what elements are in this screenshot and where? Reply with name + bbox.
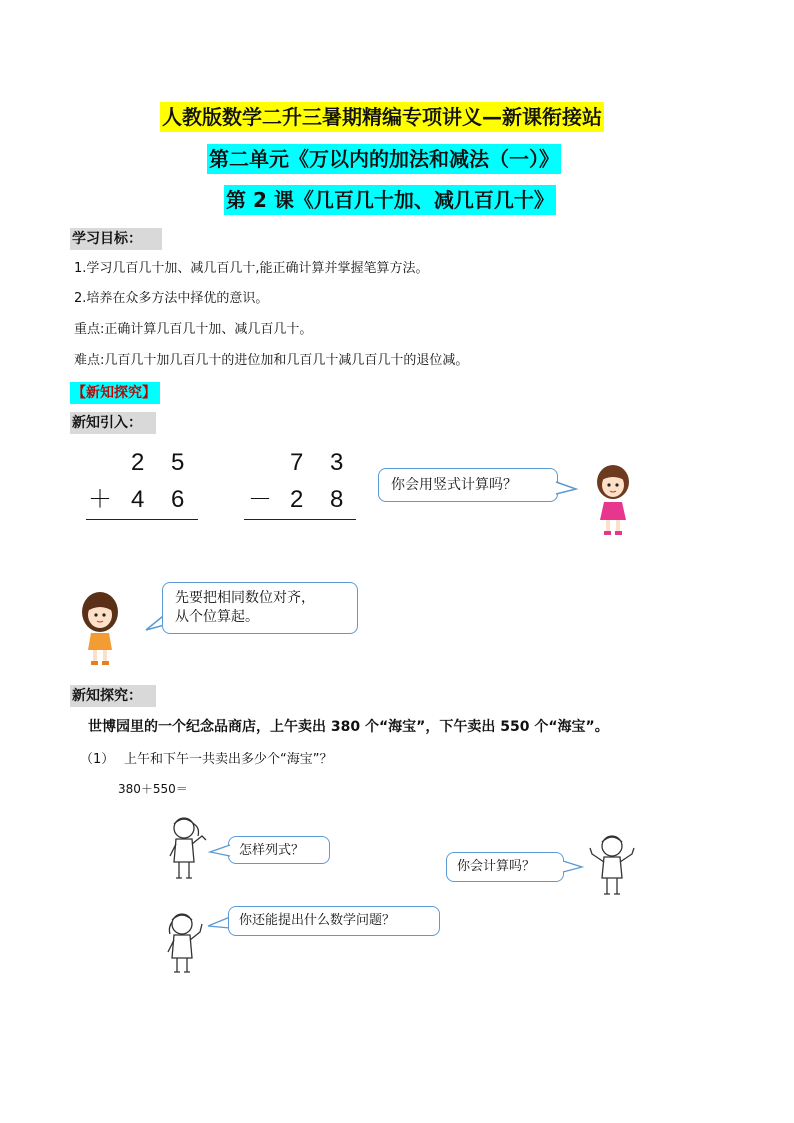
add-result-line <box>86 519 198 520</box>
add-top-tens: 2 <box>131 449 145 476</box>
page-title: 人教版数学二升三暑期精编专项讲义—新课衔接站 <box>160 102 604 132</box>
question-number: （1） <box>80 752 115 767</box>
sub-top-tens: 7 <box>290 449 304 476</box>
add-bottom-ones: 6 <box>171 486 185 513</box>
goal-item-1: 1.学习几百几十加、减几百几十,能正确计算并掌握笔算方法。 <box>74 261 429 276</box>
plus-sign: ＋ <box>88 486 112 513</box>
minus-sign: － <box>248 486 272 513</box>
speech-bubble-answer <box>162 582 358 634</box>
bubble-question-text: 你会用竖式计算吗？ <box>391 477 517 493</box>
girl-character-icon <box>590 462 636 538</box>
difficult-point: 难点:几百几十加几百几十的进位加和几百几十减几百几十的退位减。 <box>74 353 469 368</box>
girl-sketch-icon <box>160 910 210 978</box>
unit-title: 第二单元《万以内的加法和减法（一）》 <box>207 144 561 174</box>
speech-bubble-calculate <box>446 852 564 882</box>
word-problem: 世博园里的一个纪念品商店，上午卖出 380 个“海宝”，下午卖出 550 个“海宝”。 <box>88 719 609 735</box>
bubble-answer-line-2: 从个位算起。 <box>175 609 259 625</box>
add-top-ones: 5 <box>171 449 185 476</box>
bubble-calculate-text: 你会计算吗？ <box>457 859 536 874</box>
sub-bottom-tens: 2 <box>290 486 304 513</box>
goals-label: 学习目标： <box>70 228 162 250</box>
question-1 <box>80 748 332 767</box>
bubble-answer-line-1: 先要把相同数位对齐， <box>175 590 315 606</box>
boy-sketch-icon <box>586 832 638 902</box>
girl-character-icon <box>78 590 122 668</box>
sub-result-line <box>244 519 356 520</box>
speech-bubble-question-ideas <box>228 906 440 936</box>
question-text: 上午和下午一共卖出多少个“海宝”？ <box>124 752 333 767</box>
key-point: 重点:正确计算几百几十加、减几百几十。 <box>74 322 313 337</box>
bubble-formula-text: 怎样列式？ <box>239 843 305 858</box>
expression: 380＋550＝ <box>118 782 188 796</box>
bubble-question-ideas-text: 你还能提出什么数学问题？ <box>239 913 396 928</box>
bubble-tail-right <box>562 860 584 874</box>
goal-item-2: 2.培养在众多方法中择优的意识。 <box>74 291 269 306</box>
lesson-title: 第 2 课《几百几十加、减几百几十》 <box>224 185 556 215</box>
add-bottom-tens: 4 <box>131 486 145 513</box>
sub-bottom-ones: 8 <box>330 486 344 513</box>
section-new-knowledge: 【新知探究】 <box>70 382 160 404</box>
girl-sketch-icon <box>160 812 212 884</box>
bubble-tail-left <box>210 844 232 858</box>
speech-bubble-formula <box>228 836 330 864</box>
bubble-tail-right <box>556 480 580 496</box>
explore-label: 新知探究： <box>70 685 156 707</box>
intro-label: 新知引入： <box>70 412 156 434</box>
sub-top-ones: 3 <box>330 449 344 476</box>
speech-bubble-question <box>378 468 558 502</box>
